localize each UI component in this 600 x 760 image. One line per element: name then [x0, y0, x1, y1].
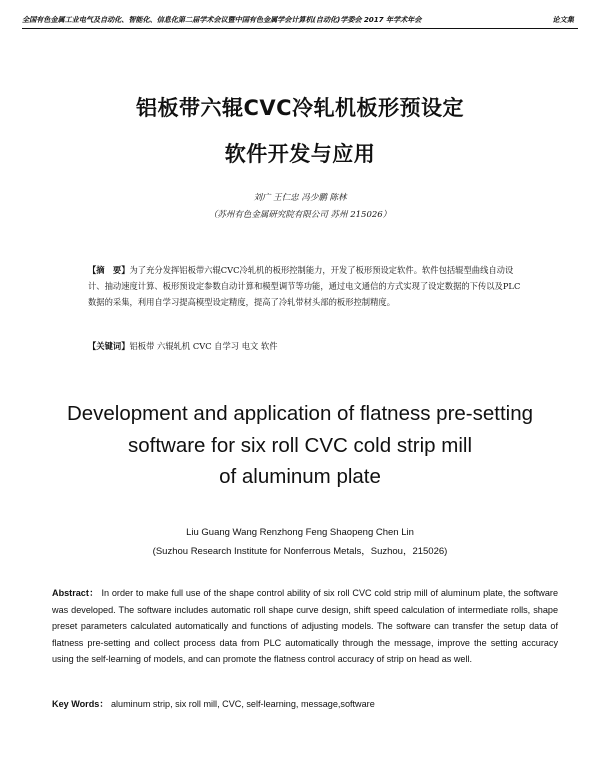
english-title-line-1: Development and application of flatness pre-setting: [66, 402, 534, 425]
chinese-keywords-text: 铝板带 六辊轧机 CVC 自学习 电文 软件: [129, 341, 278, 351]
running-header: [22, 14, 578, 29]
chinese-title-line-1: 铝板带六辊CVC冷轧机板形预设定: [135, 96, 465, 120]
english-abstract: [52, 585, 558, 668]
english-keywords-label: Key Words：: [52, 699, 109, 709]
english-authors: Liu Guang Wang Renzhong Feng Shaopeng Chen Lin: [186, 527, 414, 538]
english-abstract-text: In order to make full use of the shape control ability of six roll CVC cold strip mill of aluminum plate, the software was developed. The software includes automatic roll shape curve design, shift speed calculation of intermediate rolls, shape preset parameters calculated automatically and functions of adjusting models. The software can transfer the setup data of flatness pre-setting and collect process data from PLC automatically through the message, improve the setting accuracy using the self-learning of models, and can promote the flatness control accuracy of strip on head as well.: [52, 588, 559, 664]
english-title-line-3: of aluminum plate: [219, 465, 381, 488]
chinese-affiliation: （苏州有色金属研究院有限公司 苏州 215026）: [208, 210, 392, 220]
english-title-line-2: software for six roll CVC cold strip mill: [127, 434, 472, 457]
english-keywords: [52, 697, 558, 710]
chinese-authors: 刘广 王仁忠 冯少鹏 陈林: [253, 193, 347, 203]
chinese-keywords-label: 【关键词】: [88, 341, 130, 351]
chinese-title-line-2: 软件开发与应用: [224, 142, 376, 166]
header-conference: 全国有色金属工业电气及自动化、智能化、信息化第二届学术会议暨中国有色金属学会计算机(自动化)学委会 2017 年学术年会: [22, 15, 422, 24]
english-affiliation: (Suzhou Research Institute for Nonferrous Metals，Suzhou，215026): [152, 546, 448, 557]
chinese-abstract-label: 【摘 要】: [88, 265, 130, 275]
english-keywords-text: aluminum strip, six roll mill, CVC, self-learning, message,software: [110, 699, 375, 709]
chinese-abstract: [88, 262, 524, 310]
chinese-abstract-text: 为了充分发挥铝板带六辊CVC冷轧机的板形控制能力，开发了板形预设定软件。软件包括辊型曲线自动设计、抽动速度计算、板形预设定参数自动计算和模型调节等功能，通过电文通信的方式实现了设定数据的下传以及PLC数据的采集，利用自学习提高模型设定精度，提高了冷轧带材头部的板形控制精度。: [88, 265, 521, 307]
header-proceedings: 论文集: [552, 15, 574, 24]
chinese-keywords: [88, 340, 524, 352]
english-abstract-label: Abstract：: [52, 588, 99, 598]
